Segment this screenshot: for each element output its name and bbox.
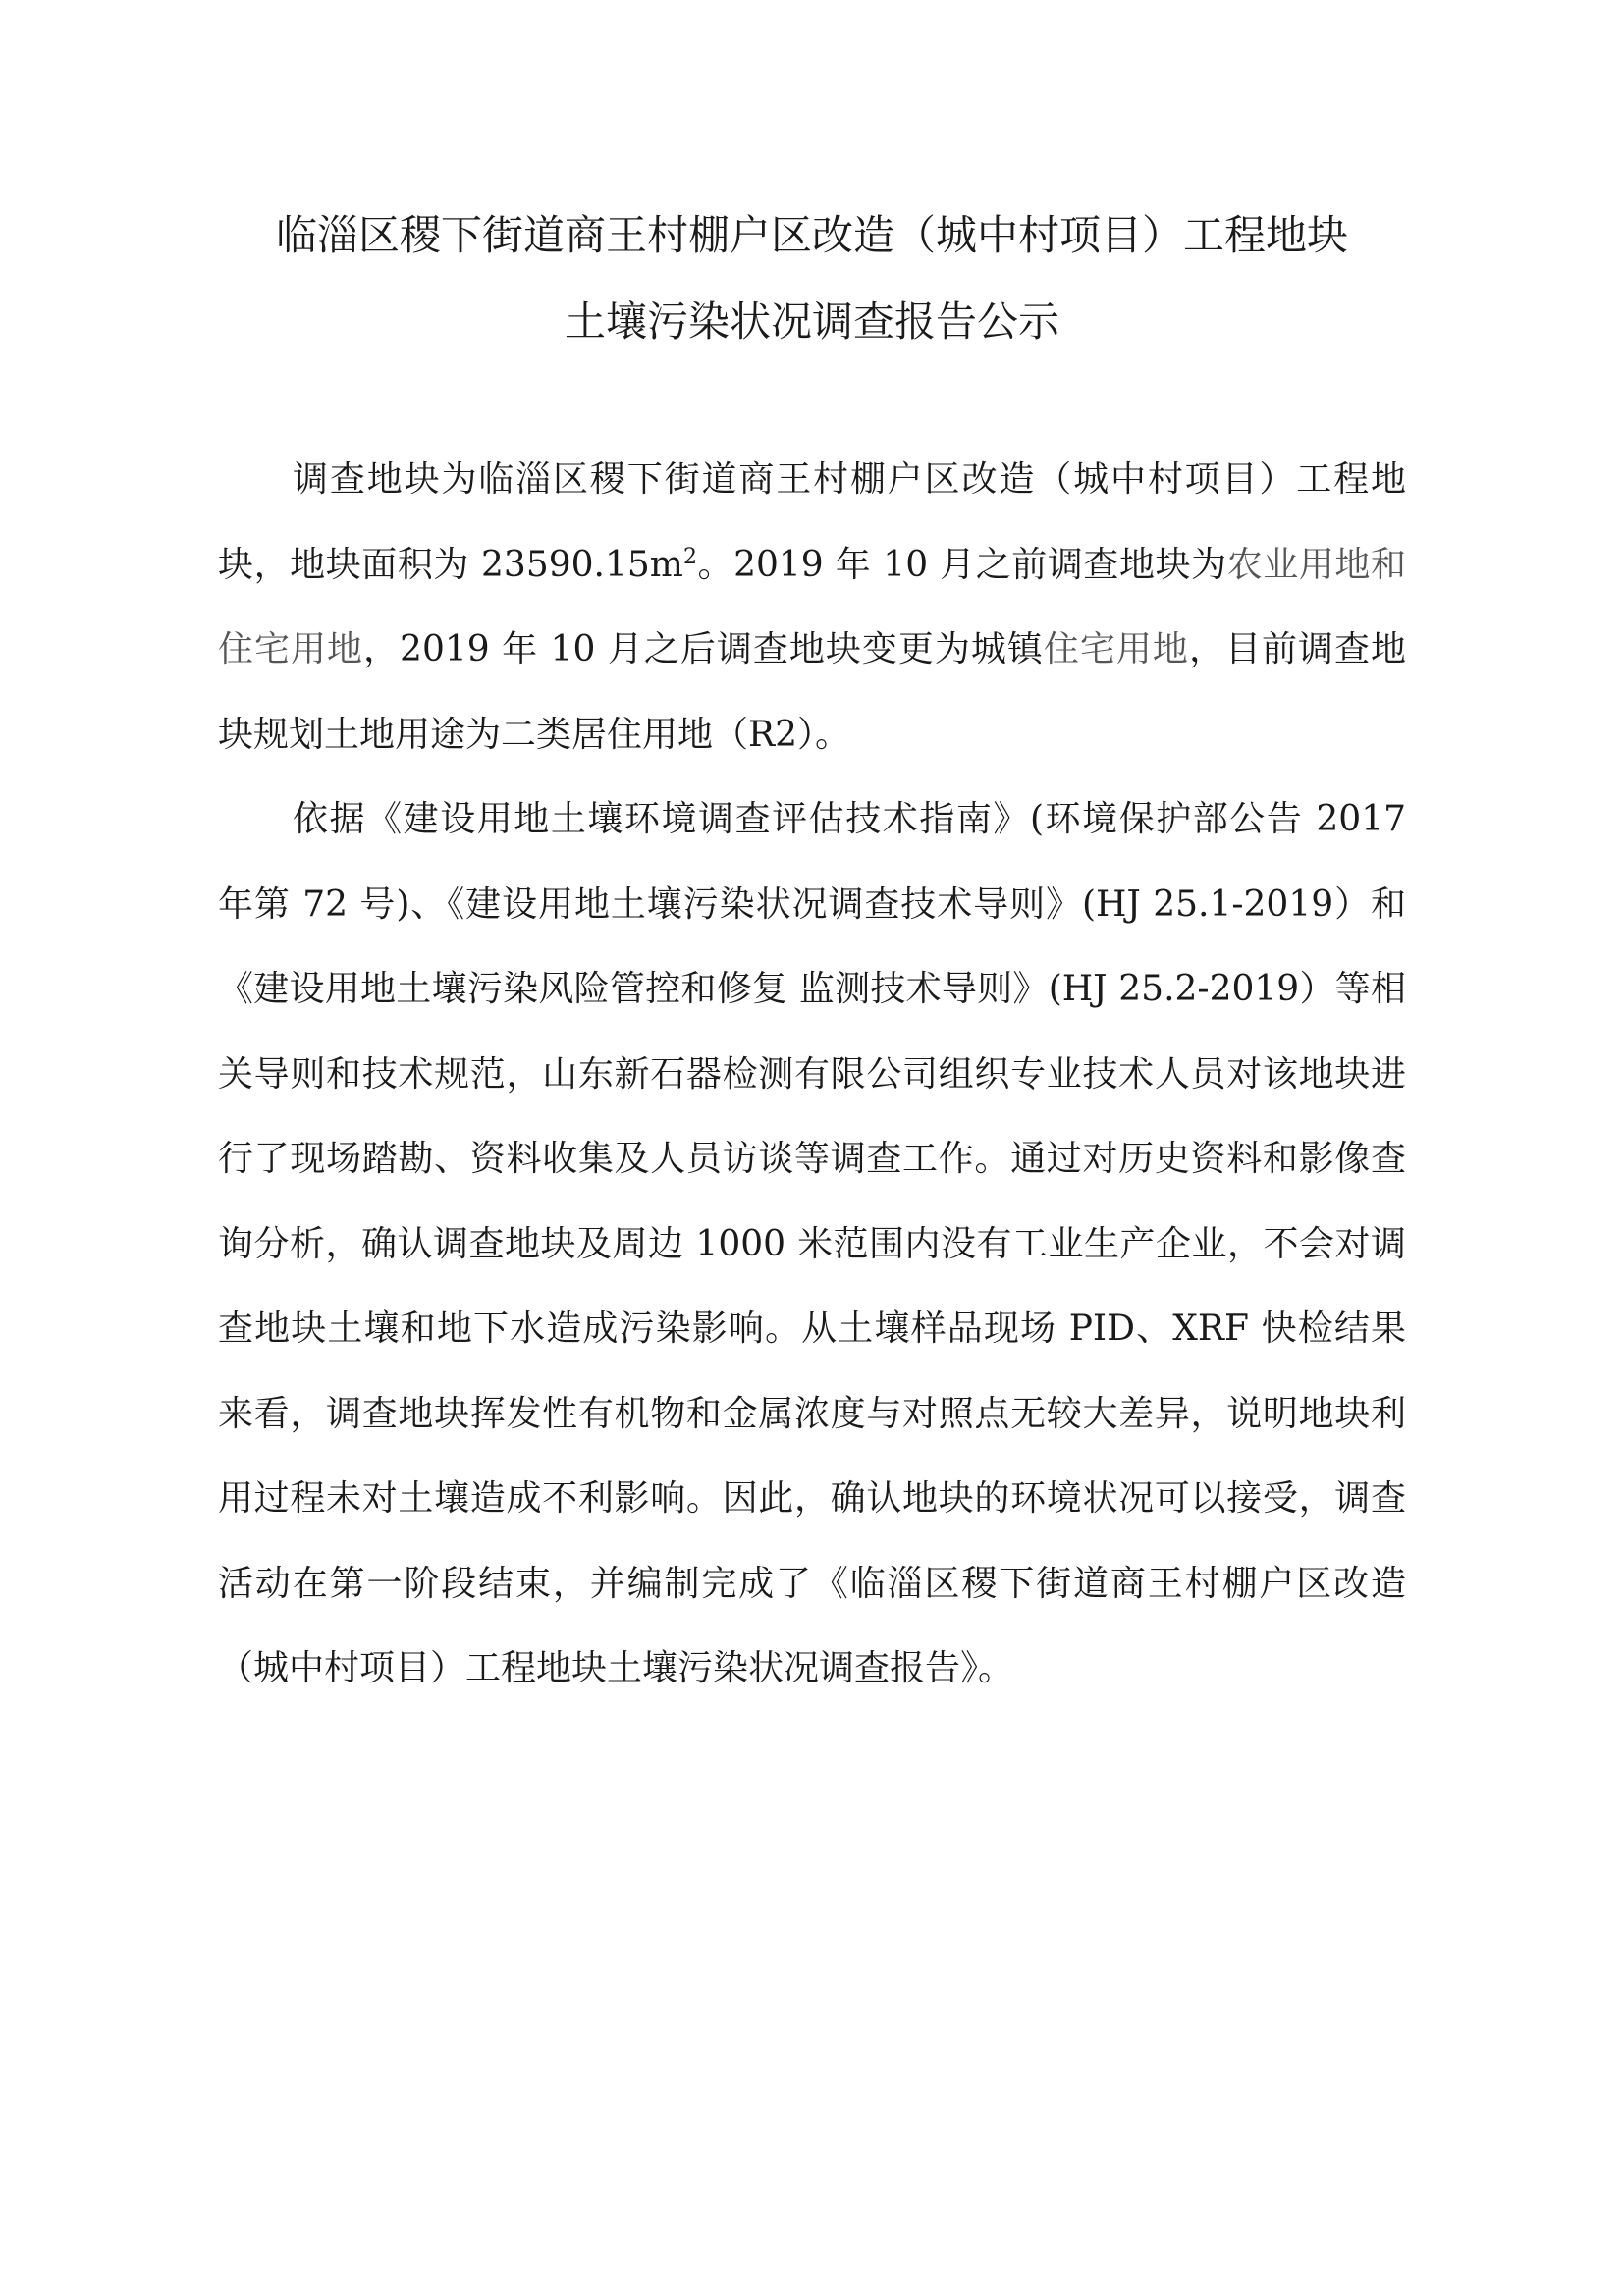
document-title-line-1: 临淄区稷下街道商王村棚户区改造（城中村项目）工程地块 xyxy=(275,211,1348,259)
area-unit-superscript: 2 xyxy=(682,544,697,569)
para1-land-use-after: 住宅用地 xyxy=(1043,629,1189,669)
paragraph-investigation-basis: 依据《建设用地土壤环境调查评估技术指南》(环境保护部公告 2017 年第 72 号)、《建设用地土壤污染状况调查技术导则》(HJ 25.1-2019）和《建设用地土壤污染风险管控和修复 监测技术导则》(HJ 25.2-2019）等相关导则和技术规范，山东新石器检测有限公司组织专业技术人员对该地块进行了现场踏勘、资料收集及人员访谈等调查工作。通过对历史资料和影像查询分析，确认调查地块及周边 1000 米范围内没有工业生产企业，不会对调查地块土壤和地下水造成污染影响。从土壤样品现场 PID、XRF 快检结果来看，调查地块挥发性有机物和金属浓度与对照点无较大差异，说明地块利用过程未对土壤造成不利影响。因此，确认地块的环境状况可以接受，调查活动在第一阶段结束，并编制完成了《临淄区稷下街道商王村棚户区改造（城中村项目）工程地块土壤污染状况调查报告》。 xyxy=(218,799,1406,1688)
para1-text-d: ，2019 年 10 月之后调查地块变更为城镇 xyxy=(363,629,1044,669)
para1-text-a: 调查地块为临淄区稷下街道商王村棚户区改造（城中村项目）工程地块，地块面积为 23590.15m xyxy=(218,459,1406,585)
para1-text-b: 。2019 年 10 月之前调查地块为 xyxy=(696,544,1227,585)
para1-land-use-before: 农业用地和住宅用地 xyxy=(218,544,1406,669)
para1-text-f: ，目前调查地块规划土地用途为二类居住用地（R2）。 xyxy=(218,629,1406,755)
document-body xyxy=(218,438,1406,1712)
document-title-line-2: 土壤污染状况调查报告公示 xyxy=(564,297,1059,346)
paragraph-site-description xyxy=(218,438,1406,777)
